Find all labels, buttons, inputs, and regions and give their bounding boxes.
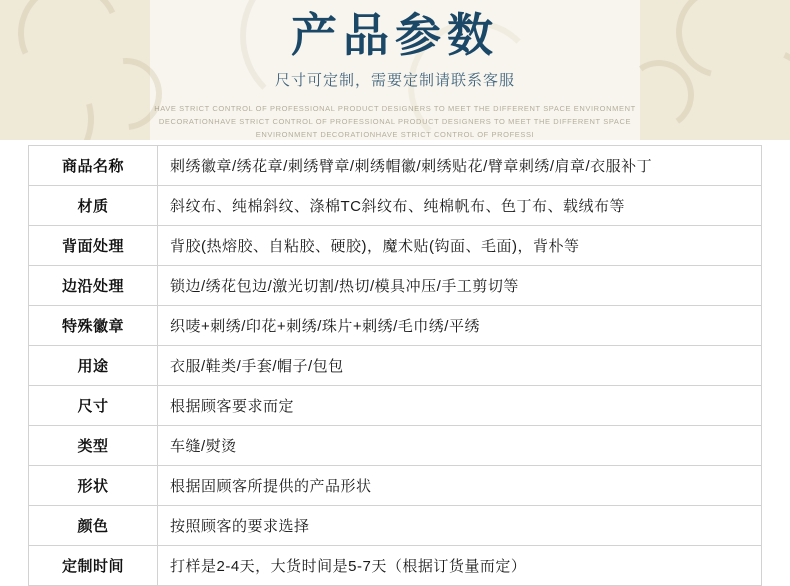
spec-key: 特殊徽章 — [29, 306, 158, 346]
spec-value: 打样是2-4天，大货时间是5-7天（根据订货量而定） — [158, 546, 762, 586]
table-row — [29, 146, 762, 186]
table-row — [29, 466, 762, 506]
table-row — [29, 266, 762, 306]
spec-table-container — [0, 140, 790, 586]
table-row — [29, 306, 762, 346]
spec-key: 定制时间 — [29, 546, 158, 586]
spec-value: 车缝/熨烫 — [158, 426, 762, 466]
table-row — [29, 506, 762, 546]
spec-key: 类型 — [29, 426, 158, 466]
spec-key: 材质 — [29, 186, 158, 226]
spec-key: 边沿处理 — [29, 266, 158, 306]
product-spec-table — [28, 145, 762, 586]
table-row — [29, 426, 762, 466]
page-header — [0, 0, 790, 140]
table-row — [29, 346, 762, 386]
table-row — [29, 186, 762, 226]
spec-key: 背面处理 — [29, 226, 158, 266]
spec-value: 根据顾客要求而定 — [158, 386, 762, 426]
spec-key: 形状 — [29, 466, 158, 506]
spec-key: 尺寸 — [29, 386, 158, 426]
spec-key: 商品名称 — [29, 146, 158, 186]
spec-value: 斜纹布、纯棉斜纹、涤棉TC斜纹布、纯棉帆布、色丁布、载绒布等 — [158, 186, 762, 226]
spec-value: 衣服/鞋类/手套/帽子/包包 — [158, 346, 762, 386]
page-title: 产品参数 — [291, 10, 499, 61]
spec-value: 按照顾客的要求选择 — [158, 506, 762, 546]
spec-value: 背胶(热熔胶、自粘胶、硬胶)，魔术贴(钩面、毛面)，背朴等 — [158, 226, 762, 266]
table-row — [29, 226, 762, 266]
decorative-english-text: HAVE STRICT CONTROL OF PROFESSIONAL PRODUCT DESIGNERS TO MEET THE DIFFERENT SPACE ENVIRONMENT DECORATIONHAVE STRICT CONTROL OF PROFESSIONAL PRODUCT DESIGNERS TO MEET THE DIFFERENT SPACE ENVIRONMENT DECORATIONHAVE STRICT CONTROL OF PROFESSI — [154, 103, 636, 140]
spec-key: 用途 — [29, 346, 158, 386]
spec-key: 颜色 — [29, 506, 158, 546]
spec-value: 织唛+刺绣/印花+刺绣/珠片+刺绣/毛巾绣/平绣 — [158, 306, 762, 346]
table-row — [29, 386, 762, 426]
table-row — [29, 546, 762, 586]
spec-value: 根据固顾客所提供的产品形状 — [158, 466, 762, 506]
spec-value: 刺绣徽章/绣花章/刺绣臂章/刺绣帽徽/刺绣贴花/臂章刺绣/肩章/衣服补丁 — [158, 146, 762, 186]
page-subtitle: 尺寸可定制，需要定制请联系客服 — [274, 71, 515, 89]
spec-value: 锁边/绣花包边/激光切割/热切/模具冲压/手工剪切等 — [158, 266, 762, 306]
